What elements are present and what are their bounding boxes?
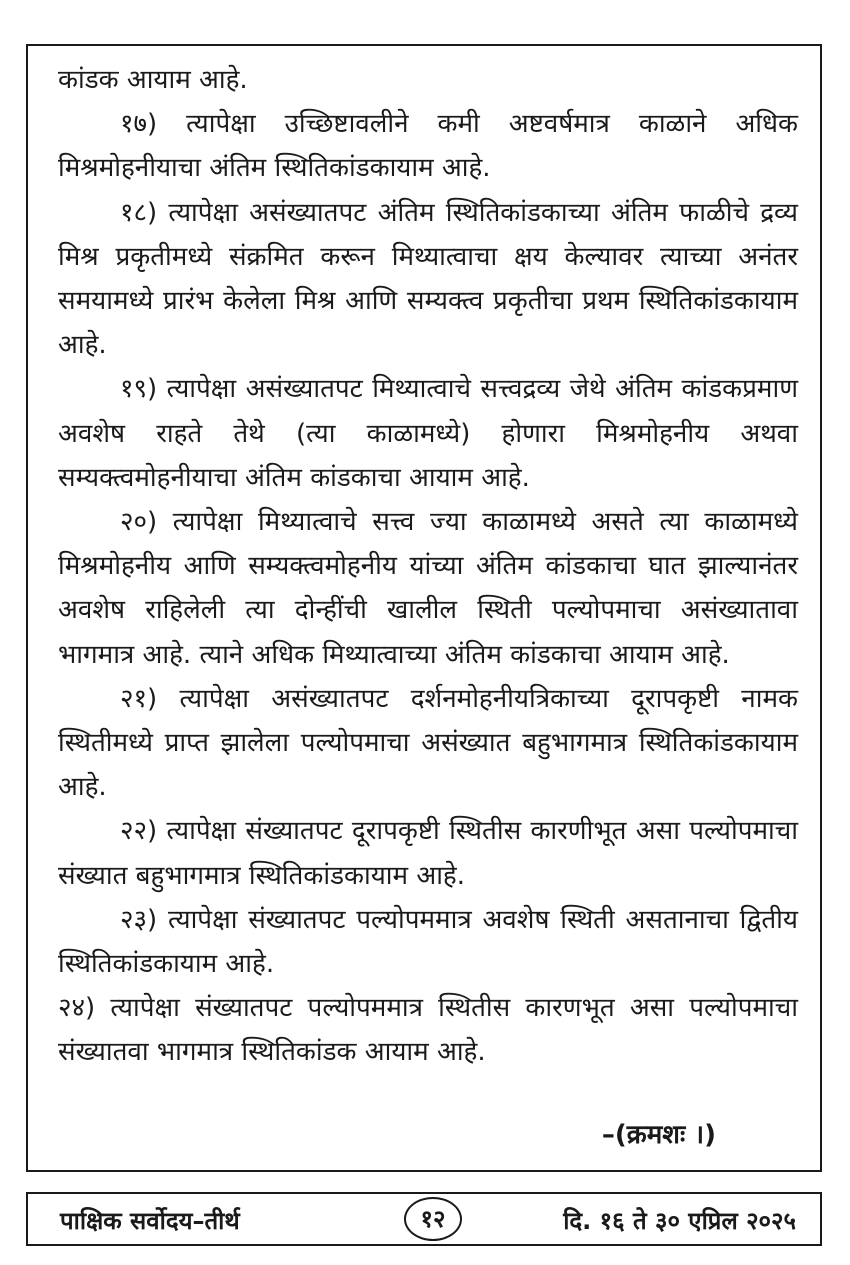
paragraph-0: कांडक आयाम आहे. [58,65,248,95]
page-number: १२ [404,1197,462,1241]
paragraph-19: १९) त्यापेक्षा असंख्यातपट मिथ्यात्वाचे सत्त्वद्रव्य जेथे अंतिम कांडकप्रमाण अवशेष राहते तेथे (त्या काळामध्ये) होणारा मिश्रमोहनीय अथवा सम्यक्त्वमोहनीयाचा अंतिम कांडकाचा आयाम आहे. [58,374,798,493]
paragraph-23: २३) त्यापेक्षा संख्यातपट पल्योपममात्र अवशेष स्थिती असतानाचा द्वितीय स्थितिकांडकायाम आहे. [58,904,798,980]
article-body [58,58,798,1075]
paragraph-18: १८) त्यापेक्षा असंख्यातपट अंतिम स्थितिकांडकाच्या अंतिम फाळीचे द्रव्य मिश्र प्रकृतीमध्ये संक्रमित करून मिथ्यात्वाचा क्षय केल्यावर त्याच्या अनंतर समयामध्ये प्रारंभ केलेला मिश्र आणि सम्यक्त्व प्रकृतीचा प्रथम स्थितिकांडकायाम आहे. [58,197,798,361]
publication-name: पाक्षिक सर्वोदय–तीर्थ [60,1207,240,1235]
paragraph-22: २२) त्यापेक्षा संख्यातपट दूरापकृष्टी स्थितीस कारणीभूत असा पल्योपमाचा संख्यात बहुभागमात्र स्थितिकांडकायाम आहे. [58,816,798,891]
paragraph-21: २१) त्यापेक्षा असंख्यातपट दर्शनमोहनीयत्रिकाच्या दूरापकृष्टी नामक स्थितीमध्ये प्राप्त झालेला पल्योपमाचा असंख्यात बहुभागमात्र स्थितिकांडकायाम आहे. [58,683,798,803]
issue-date: दि. १६ ते ३० एप्रिल २०२५ [563,1207,796,1235]
content-frame [26,44,822,1172]
paragraph-17: १७) त्यापेक्षा उच्छिष्टावलीने कमी अष्टवर्षमात्र काळाने अधिक मिश्रमोहनीयाचा अंतिम स्थितिकांडकायाम आहे. [58,109,798,184]
paragraph-24: २४) त्यापेक्षा संख्यातपट पल्योपममात्र स्थितीस कारणभूत असा पल्योपमाचा संख्यातवा भागमात्र स्थितिकांडक आयाम आहे. [58,993,798,1068]
page-footer [26,1192,822,1246]
continuation-note: –(क्रमशः ।) [601,1120,716,1150]
paragraph-20: २०) त्यापेक्षा मिथ्यात्वाचे सत्त्व ज्या काळामध्ये असते त्या काळामध्ये मिश्रमोहनीय आणि सम्यक्त्वमोहनीय यांच्या अंतिम कांडकाचा घात झाल्यानंतर अवशेष राहिलेली त्या दोन्हींची खालील स्थिती पल्योपमाचा असंख्यातावा भागमात्र आहे. त्याने अधिक मिथ्यात्वाच्या अंतिम कांडकाचा आयाम आहे. [58,507,798,670]
